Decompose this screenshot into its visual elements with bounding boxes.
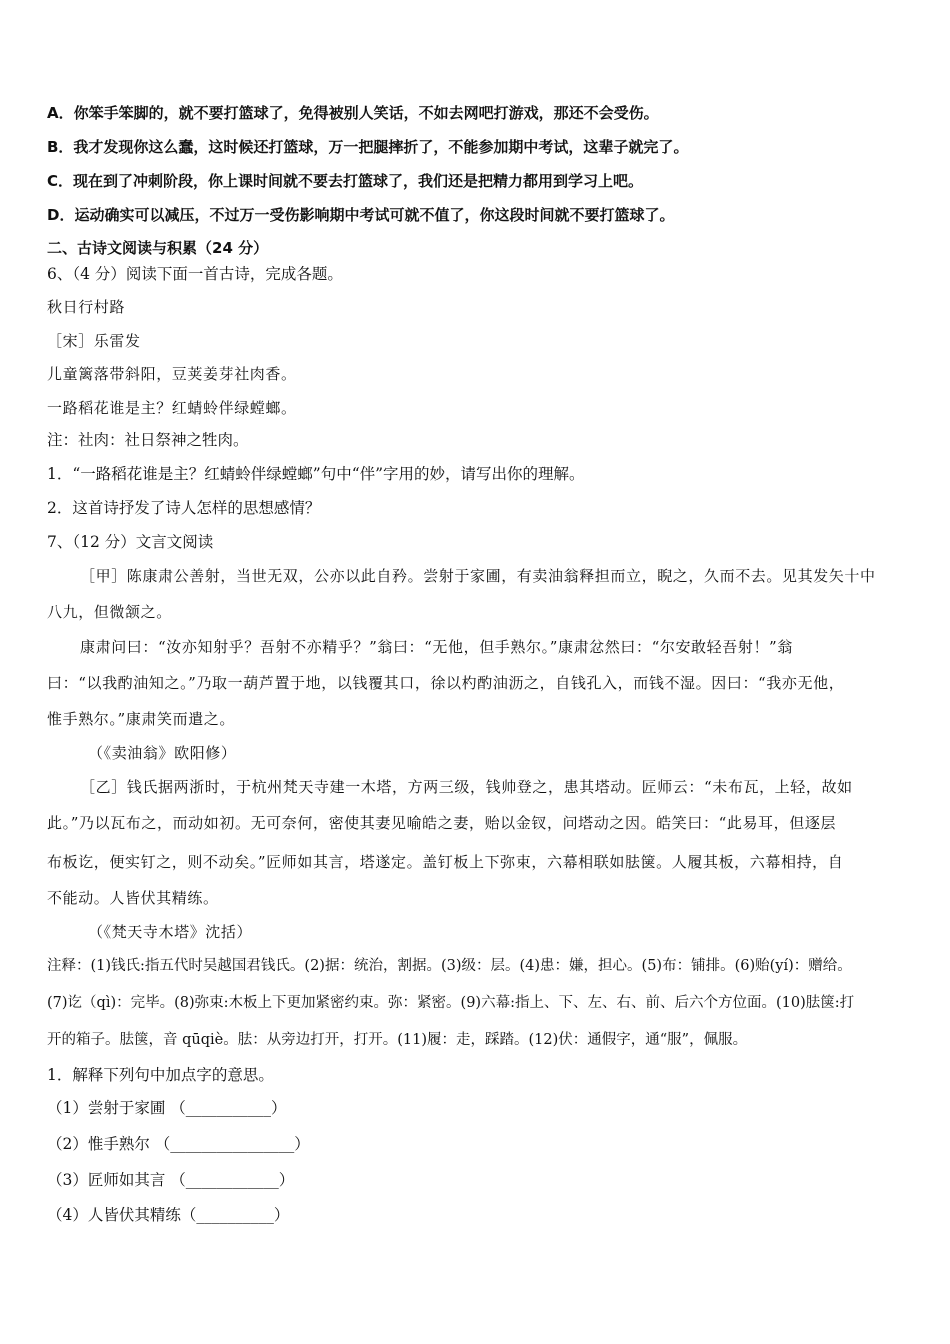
- q7-sub-1: 1．解释下列句中加点字的意思。: [47, 1066, 274, 1084]
- option-c: C．现在到了冲刺阶段，你上课时间就不要去打篮球了，我们还是把精力都用到学习上吧。: [47, 172, 644, 190]
- poem-line-2: 一路稻花谁是主？红蜻蛉伴绿螳螂。: [47, 399, 297, 417]
- poem-author: ［宋］乐雷发: [47, 332, 141, 350]
- option-a: A．你笨手笨脚的，就不要打篮球了，免得被别人笑话，不如去网吧打游戏，那还不会受伤。: [47, 104, 659, 122]
- jia-source: （《卖油翁》欧阳修）: [88, 744, 237, 762]
- jia-p2-line-2: 曰：“以我酌油知之。”乃取一葫芦置于地，以钱覆其口，徐以杓酌油沥之，自钱孔入，而钱不湿。因曰：“我亦无他，: [47, 674, 845, 692]
- section-title: 二、古诗文阅读与积累（24 分）: [47, 239, 269, 257]
- q7-item-1: （1）尝射于家圃 （___________）: [47, 1099, 287, 1117]
- q7-item-3: （3）匠师如其言 （____________）: [47, 1171, 295, 1189]
- yi-line-1: ［乙］钱氏据两浙时，于杭州梵天寺建一木塔，方两三级，钱帅登之，患其塔动。匠师云：“未布瓦，上轻，故如: [80, 778, 853, 796]
- q6-sub-2: 2．这首诗抒发了诗人怎样的思想感情？: [47, 499, 321, 517]
- poem-line-1: 儿童篱落带斜阳，豆荚姜芽社肉香。: [47, 365, 297, 383]
- q6-sub-1: 1．“一路稻花谁是主？红蜻蛉伴绿螳螂”句中“伴”字用的妙，请写出你的理解。: [47, 465, 585, 483]
- option-d: D．运动确实可以减压，不过万一受伤影响期中考试可就不值了，你这段时间就不要打篮球了。: [47, 206, 675, 224]
- q7-item-4: （4）人皆伏其精练（__________）: [47, 1206, 290, 1224]
- option-b: B．我才发现你这么蠢，这时候还打篮球，万一把腿摔折了，不能参加期中考试，这辈子就完了。: [47, 138, 689, 156]
- jia-p1-line-2: 八九，但微颔之。: [47, 603, 172, 621]
- yi-line-2: 此。”乃以瓦布之，而动如初。无可奈何，密使其妻见喻皓之妻，贻以金钗，问塔动之因。皓笑曰：“此易耳，但逐层: [47, 814, 837, 832]
- q7-item-2: （2）惟手熟尔 （________________）: [47, 1135, 310, 1153]
- poem-title: 秋日行村路: [47, 298, 126, 316]
- annotation-line-3: 开的箱子。胠箧，音 qūqiè。胠：从旁边打开，打开。(11)履：走，踩踏。(12)伏：通假字，通“服”，佩服。: [47, 1032, 748, 1048]
- q7-stem: 7、（12 分）文言文阅读: [47, 533, 214, 551]
- annotation-line-1: 注释：(1)钱氏:指五代时吴越国君钱氏。(2)据：统治，割据。(3)级：层。(4)患：嫌，担心。(5)布：铺排。(6)贻(yí)：赠给。: [47, 958, 852, 974]
- jia-p2-line-3: 惟手熟尔。”康肃笑而遣之。: [47, 710, 235, 728]
- q6-stem: 6、（4 分）阅读下面一首古诗，完成各题。: [47, 265, 343, 283]
- yi-line-3: 布板讫，便实钉之，则不动矣。”匠师如其言，塔遂定。盖钉板上下弥束，六幕相联如胠箧。人履其板，六幕相持，自: [47, 853, 844, 871]
- poem-note: 注：社肉：社日祭神之牲肉。: [47, 431, 249, 449]
- jia-p1-line-1: ［甲］陈康肃公善射，当世无双，公亦以此自矜。尝射于家圃，有卖油翁释担而立，睨之，久而不去。见其发矢十中: [80, 567, 876, 585]
- jia-p2-line-1: 康肃问曰：“汝亦知射乎？吾射不亦精乎？”翁曰：“无他，但手熟尔。”康肃忿然曰：“尔安敢轻吾射！”翁: [80, 638, 793, 656]
- annotation-line-2: (7)讫（qì)：完毕。(8)弥束:木板上下更加紧密约束。弥：紧密。(9)六幕:指上、下、左、右、前、后六个方位面。(10)胠箧:打: [47, 995, 855, 1011]
- yi-line-4: 不能动。人皆伏其精练。: [47, 889, 219, 907]
- yi-source: （《梵天寺木塔》沈括）: [88, 923, 253, 941]
